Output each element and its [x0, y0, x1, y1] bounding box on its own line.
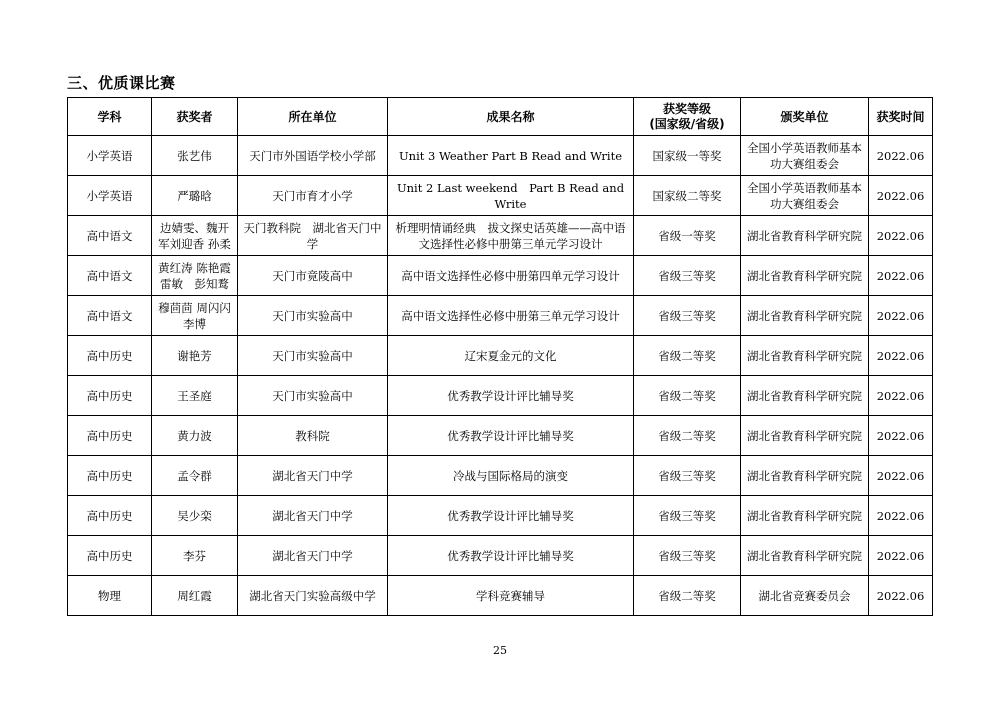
cell-winner: 边婧雯、魏开军刘迎香 孙柔	[152, 216, 238, 256]
cell-date: 2022.06	[869, 416, 933, 456]
cell-subject: 物理	[68, 576, 152, 616]
cell-unit: 湖北省天门中学	[238, 496, 388, 536]
cell-winner: 李芬	[152, 536, 238, 576]
cell-date: 2022.06	[869, 176, 933, 216]
cell-achievement: Unit 3 Weather Part B Read and Write	[388, 136, 634, 176]
cell-achievement: Unit 2 Last weekend Part B Read and Write	[388, 176, 634, 216]
cell-achievement: 冷战与国际格局的演变	[388, 456, 634, 496]
table-row	[68, 496, 933, 536]
cell-subject: 小学英语	[68, 136, 152, 176]
table-row	[68, 136, 933, 176]
cell-unit: 教科院	[238, 416, 388, 456]
cell-award-level: 省级三等奖	[634, 256, 741, 296]
cell-winner: 严璐晗	[152, 176, 238, 216]
cell-subject: 高中语文	[68, 216, 152, 256]
cell-award-level: 省级二等奖	[634, 576, 741, 616]
cell-subject: 小学英语	[68, 176, 152, 216]
cell-winner: 孟令群	[152, 456, 238, 496]
cell-subject: 高中历史	[68, 336, 152, 376]
cell-subject: 高中历史	[68, 496, 152, 536]
cell-date: 2022.06	[869, 216, 933, 256]
header-award-level: 获奖等级 (国家级/省级)	[634, 98, 741, 136]
cell-achievement: 析理明情诵经典 拔文探史话英雄——高中语文选择性必修中册第三单元学习设计	[388, 216, 634, 256]
cell-issuer: 湖北省竞赛委员会	[741, 576, 869, 616]
cell-unit: 湖北省天门实验高级中学	[238, 576, 388, 616]
cell-issuer: 全国小学英语教师基本功大赛组委会	[741, 136, 869, 176]
cell-achievement: 优秀教学设计评比辅导奖	[388, 376, 634, 416]
cell-achievement: 高中语文选择性必修中册第四单元学习设计	[388, 256, 634, 296]
section-title: 三、优质课比赛	[67, 74, 176, 92]
cell-award-level: 国家级一等奖	[634, 136, 741, 176]
table-header-row	[68, 98, 933, 136]
cell-issuer: 湖北省教育科学研究院	[741, 376, 869, 416]
awards-table	[67, 97, 933, 616]
cell-winner: 张艺伟	[152, 136, 238, 176]
cell-issuer: 湖北省教育科学研究院	[741, 416, 869, 456]
cell-achievement: 优秀教学设计评比辅导奖	[388, 536, 634, 576]
cell-winner: 谢艳芳	[152, 336, 238, 376]
cell-award-level: 省级二等奖	[634, 376, 741, 416]
cell-award-level: 省级二等奖	[634, 416, 741, 456]
header-achievement: 成果名称	[388, 98, 634, 136]
cell-unit: 天门市实验高中	[238, 296, 388, 336]
cell-date: 2022.06	[869, 456, 933, 496]
cell-date: 2022.06	[869, 136, 933, 176]
cell-award-level: 省级三等奖	[634, 496, 741, 536]
cell-date: 2022.06	[869, 296, 933, 336]
cell-issuer: 湖北省教育科学研究院	[741, 336, 869, 376]
cell-issuer: 湖北省教育科学研究院	[741, 536, 869, 576]
cell-winner: 黄红涛 陈艳霞雷敏 彭知鹜	[152, 256, 238, 296]
cell-unit: 天门市外国语学校小学部	[238, 136, 388, 176]
cell-date: 2022.06	[869, 536, 933, 576]
cell-date: 2022.06	[869, 376, 933, 416]
cell-issuer: 湖北省教育科学研究院	[741, 456, 869, 496]
header-unit: 所在单位	[238, 98, 388, 136]
cell-achievement: 优秀教学设计评比辅导奖	[388, 416, 634, 456]
cell-award-level: 国家级二等奖	[634, 176, 741, 216]
table-row	[68, 256, 933, 296]
cell-subject: 高中历史	[68, 456, 152, 496]
cell-unit: 天门市竟陵高中	[238, 256, 388, 296]
cell-subject: 高中历史	[68, 416, 152, 456]
cell-award-level: 省级二等奖	[634, 336, 741, 376]
cell-achievement: 学科竞赛辅导	[388, 576, 634, 616]
table-row	[68, 536, 933, 576]
cell-issuer: 湖北省教育科学研究院	[741, 496, 869, 536]
cell-subject: 高中历史	[68, 376, 152, 416]
cell-award-level: 省级三等奖	[634, 296, 741, 336]
cell-unit: 湖北省天门中学	[238, 456, 388, 496]
table-row	[68, 416, 933, 456]
page-number: 25	[493, 644, 507, 657]
cell-award-level: 省级一等奖	[634, 216, 741, 256]
table-row	[68, 376, 933, 416]
cell-winner: 周红霞	[152, 576, 238, 616]
cell-achievement: 高中语文选择性必修中册第三单元学习设计	[388, 296, 634, 336]
cell-subject: 高中历史	[68, 536, 152, 576]
header-date: 获奖时间	[869, 98, 933, 136]
table-row	[68, 176, 933, 216]
cell-winner: 穆茴茴 周闪闪李博	[152, 296, 238, 336]
cell-award-level: 省级三等奖	[634, 456, 741, 496]
cell-subject: 高中语文	[68, 256, 152, 296]
cell-unit: 天门市育才小学	[238, 176, 388, 216]
cell-unit: 天门市实验高中	[238, 336, 388, 376]
cell-date: 2022.06	[869, 576, 933, 616]
header-winner: 获奖者	[152, 98, 238, 136]
table-row	[68, 296, 933, 336]
cell-issuer: 湖北省教育科学研究院	[741, 256, 869, 296]
cell-unit: 天门教科院 湖北省天门中学	[238, 216, 388, 256]
table-row	[68, 576, 933, 616]
cell-issuer: 湖北省教育科学研究院	[741, 296, 869, 336]
cell-date: 2022.06	[869, 336, 933, 376]
cell-award-level: 省级三等奖	[634, 536, 741, 576]
cell-unit: 天门市实验高中	[238, 376, 388, 416]
table-row	[68, 216, 933, 256]
cell-date: 2022.06	[869, 256, 933, 296]
table-row	[68, 336, 933, 376]
cell-date: 2022.06	[869, 496, 933, 536]
cell-issuer: 湖北省教育科学研究院	[741, 216, 869, 256]
table-row	[68, 456, 933, 496]
cell-winner: 黄力波	[152, 416, 238, 456]
cell-subject: 高中语文	[68, 296, 152, 336]
cell-winner: 吴少栾	[152, 496, 238, 536]
table-body	[68, 136, 933, 616]
cell-achievement: 辽宋夏金元的文化	[388, 336, 634, 376]
cell-unit: 湖北省天门中学	[238, 536, 388, 576]
cell-issuer: 全国小学英语教师基本功大赛组委会	[741, 176, 869, 216]
cell-achievement: 优秀教学设计评比辅导奖	[388, 496, 634, 536]
cell-winner: 王圣庭	[152, 376, 238, 416]
header-issuer: 颁奖单位	[741, 98, 869, 136]
header-subject: 学科	[68, 98, 152, 136]
